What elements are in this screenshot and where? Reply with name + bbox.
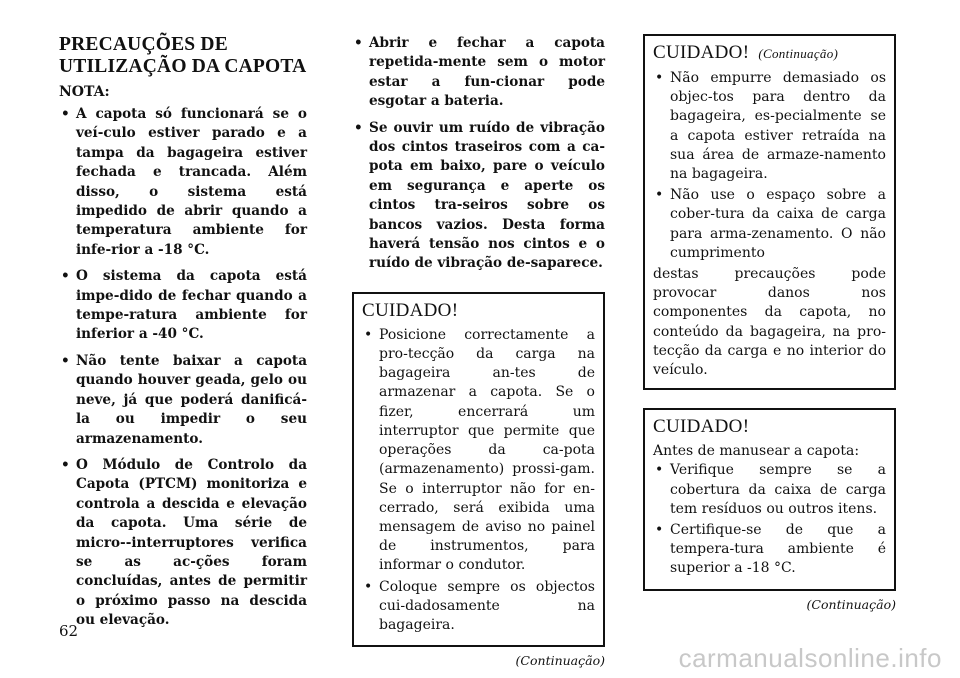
- list-item: • Coloque sempre os objectos cui-dadosamente na bagageira.: [362, 578, 595, 636]
- caution-continued-tag: (Continuação): [758, 46, 839, 61]
- caution-title: [653, 42, 886, 65]
- caution-list: [362, 326, 595, 635]
- section-title: PRECAUÇÕES DE UTILIZAÇÃO DA CAPOTA: [59, 34, 307, 77]
- list-item: • Certifique-se de que a tempera-tura ambiente é superior a -18 °C.: [653, 521, 886, 579]
- caution-box: [352, 292, 605, 647]
- list-item: • Abrir e fechar a capota repetida-mente sem o motor estar a fun-cionar pode esgotar a bateria.: [352, 34, 605, 112]
- caution-title: CUIDADO!: [653, 416, 750, 438]
- list-item: • Não tente baixar a capota quando houver geada, gelo ou neve, já que poderá danificá-la ou impedir o seu armazenamento.: [59, 352, 307, 449]
- note-list-continued: [352, 34, 605, 274]
- list-item: • Verifique sempre se a cobertura da caixa de carga tem resíduos ou outros itens.: [653, 461, 886, 519]
- note-list: [59, 105, 307, 631]
- page-number: 62: [59, 622, 79, 640]
- note-label: NOTA:: [59, 84, 110, 100]
- caution-paragraph: destas precauções pode provocar danos nos componentes da capota, no conteúdo da bagageira, na pro-tecção da carga e no interior do veículo.: [653, 266, 886, 379]
- caution-title-text: CUIDADO!: [653, 42, 750, 63]
- list-item: • Não use o espaço sobre a cober-tura da caixa de carga para arma-zenamento. O não cumprimento: [653, 186, 886, 263]
- watermark: carmanualsonline.info: [678, 643, 942, 673]
- caution-list: [653, 461, 886, 578]
- caution-box-continued: [643, 34, 896, 390]
- list-item: • O Módulo de Controlo da Capota (PTCM) monitoriza e controla a descida e elevação da capota. Uma série de micro--interruptores verifica se as ac-ções foram concluídas, antes de permitir o próximo passo na descida ou elevação.: [59, 456, 307, 631]
- list-item: • Posicione correctamente a pro-tecção da carga na bagageira an-tes de armazenar a capota. Se o fizer, encerrará um interruptor que permite que operações da ca-pota (armazenamento) prossi-gam. Se o interruptor não for en-cerrado, será exibida uma mensagem de aviso no painel de instrumentos, para informar o condutor.: [362, 326, 595, 576]
- list-item: • O sistema da capota está impe-dido de fechar quando a tempe-ratura ambiente for inferior a -40 °C.: [59, 267, 307, 345]
- caution-title: CUIDADO!: [362, 299, 459, 321]
- column-2: [352, 34, 605, 668]
- list-item: • Se ouvir um ruído de vibração dos cintos traseiros com a ca-pota em baixo, pare o veículo em segurança e aperte os cintos tra-seiros sobre os bancos vazios. Desta forma haverá tensão nos cintos e o ruído de vibração de-saparece.: [352, 119, 605, 274]
- caution-intro: Antes de manusear a capota:: [653, 443, 860, 460]
- column-1: [59, 34, 307, 638]
- continued-label: (Continuação): [806, 596, 896, 612]
- list-item: • A capota só funcionará se o veí-culo estiver parado e a tampa da bagageira estiver fechada e trancada. Além disso, o sistema está impedido de abrir quando a temperatura ambiente for infe-rior a -18 °C.: [59, 105, 307, 260]
- continued-label: (Continuação): [515, 653, 605, 669]
- list-item: • Não empurre demasiado os objec-tos para dentro da bagageira, es-pecialmente se a capota estiver retraída na sua área de armaze-namento na bagageira.: [653, 69, 886, 184]
- column-3: [643, 34, 896, 612]
- caution-box: [643, 408, 896, 590]
- caution-list: [653, 69, 886, 263]
